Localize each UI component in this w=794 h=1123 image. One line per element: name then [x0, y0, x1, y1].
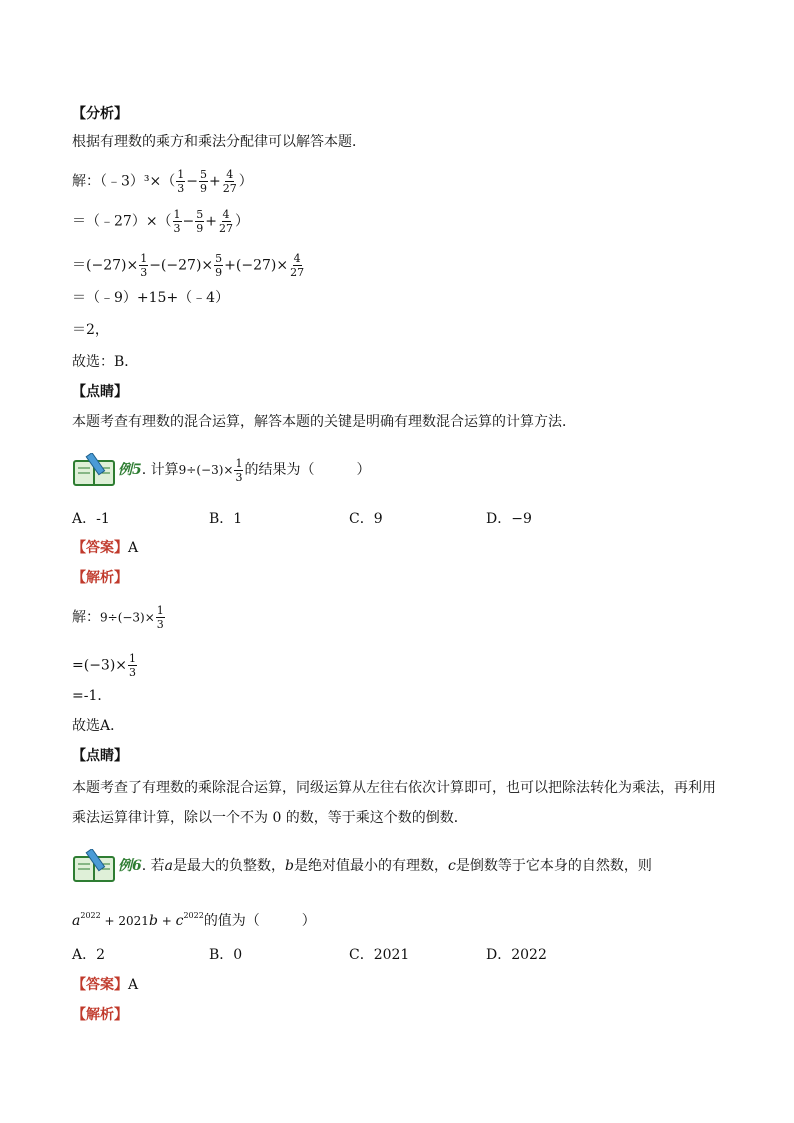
- fraction-5-9: $\frac{5}{9}$: [215, 252, 223, 279]
- solution-choice: 故选：B．: [72, 354, 139, 370]
- fraction-4-27: $\frac{4}{27}$: [219, 208, 234, 235]
- option-b[interactable]: B．1: [209, 511, 243, 527]
- example-5-solution-2: =(−3)× $\frac{1}{3}$: [72, 652, 137, 679]
- analysis-intro: 根据有理数的乘方和乘法分配律可以解答本题．: [72, 134, 366, 150]
- fraction-1-3: $\frac{1}{3}$: [235, 456, 243, 484]
- example-6-answer: [72, 975, 138, 995]
- option-a[interactable]: A．2: [72, 947, 106, 963]
- solution-step-2: ＝（﹣27）×（ $\frac{1}{3}$ − $\frac{5}{9}$ + $\frac{4}{27}$ ）: [72, 208, 250, 235]
- solution-step-4: ＝（﹣9）+15+（﹣4）: [72, 290, 230, 306]
- fraction-5-9: $\frac{5}{9}$: [196, 208, 204, 235]
- answer-value: A: [128, 540, 139, 556]
- answer-header: 【答案】: [72, 540, 128, 556]
- fraction-1-3: $\frac{1}{3}$: [156, 604, 164, 631]
- example-6-label: 例6: [118, 858, 142, 874]
- example-6-analysis-header: 【解析】: [72, 1007, 128, 1023]
- fraction-5-9: $\frac{5}{9}$: [199, 168, 207, 195]
- fraction-4-27: $\frac{4}{27}$: [290, 252, 305, 279]
- example-5-solution-3: =-1．: [72, 688, 112, 704]
- fraction-1-3: $\frac{1}{3}$: [173, 208, 181, 235]
- step1-prefix: 解：（﹣3）³×（: [72, 173, 176, 190]
- option-a[interactable]: A．-1: [72, 511, 110, 527]
- answer-value: A: [128, 977, 139, 993]
- example-6-expression: $a^{2022} + 2021b + c^{2022}$的值为（ ）: [72, 911, 316, 929]
- option-b[interactable]: B．0: [209, 947, 243, 963]
- example-5-solution-1: 解：9÷(−3)× $\frac{1}{3}$: [72, 604, 164, 631]
- answer-header: 【答案】: [72, 977, 128, 993]
- solution-step-5: ＝2，: [72, 322, 109, 338]
- option-d[interactable]: D．−9: [486, 511, 532, 527]
- example-5-analysis-header: 【解析】: [72, 570, 128, 586]
- fraction-4-27: $\frac{4}{27}$: [222, 168, 237, 195]
- example-5-note-line-2: 乘法运算律计算，除以一个不为 0 的数，等于乘这个数的倒数．: [72, 810, 468, 826]
- book-pencil-icon: [72, 849, 116, 883]
- example-5-note-header: 【点睛】: [72, 748, 128, 764]
- example-6-question: 例6. 若a是最大的负整数，b是绝对值最小的有理数，c是倒数等于它本身的自然数，则: [72, 848, 652, 884]
- analysis-header: 【分析】: [72, 106, 128, 122]
- example-5-answer: [72, 538, 138, 558]
- example-5-label: 例5: [118, 462, 142, 478]
- option-d[interactable]: D．2022: [486, 947, 547, 963]
- option-c[interactable]: C．9: [349, 511, 383, 527]
- example-5-note-line-1: 本题考查了有理数的乘除混合运算，同级运算从左往右依次计算即可，也可以把除法转化为乘法，再利用: [72, 780, 716, 796]
- example-5-question: 例5. 计算9÷(−3)× $\frac{1}{3}$ 的结果为（ ）: [72, 452, 370, 488]
- option-c[interactable]: C．2021: [349, 947, 410, 963]
- example-5-choice: 故选A．: [72, 718, 125, 734]
- fraction-1-3: $\frac{1}{3}$: [140, 252, 148, 279]
- solution-step-1: 解：（﹣3）³×（ $\frac{1}{3}$ − $\frac{5}{9}$ + $\frac{4}{27}$ ）: [72, 168, 253, 195]
- fraction-1-3: $\frac{1}{3}$: [177, 168, 185, 195]
- book-pencil-icon: [72, 453, 116, 487]
- fraction-1-3: $\frac{1}{3}$: [129, 652, 137, 679]
- note-header: 【点睛】: [72, 384, 128, 400]
- note-text: 本题考查有理数的混合运算，解答本题的关键是明确有理数混合运算的计算方法．: [72, 414, 576, 430]
- solution-step-3: ＝(−27)× $\frac{1}{3}$ −(−27)× $\frac{5}{9}$ +(−27)× $\frac{4}{27}$: [72, 252, 305, 279]
